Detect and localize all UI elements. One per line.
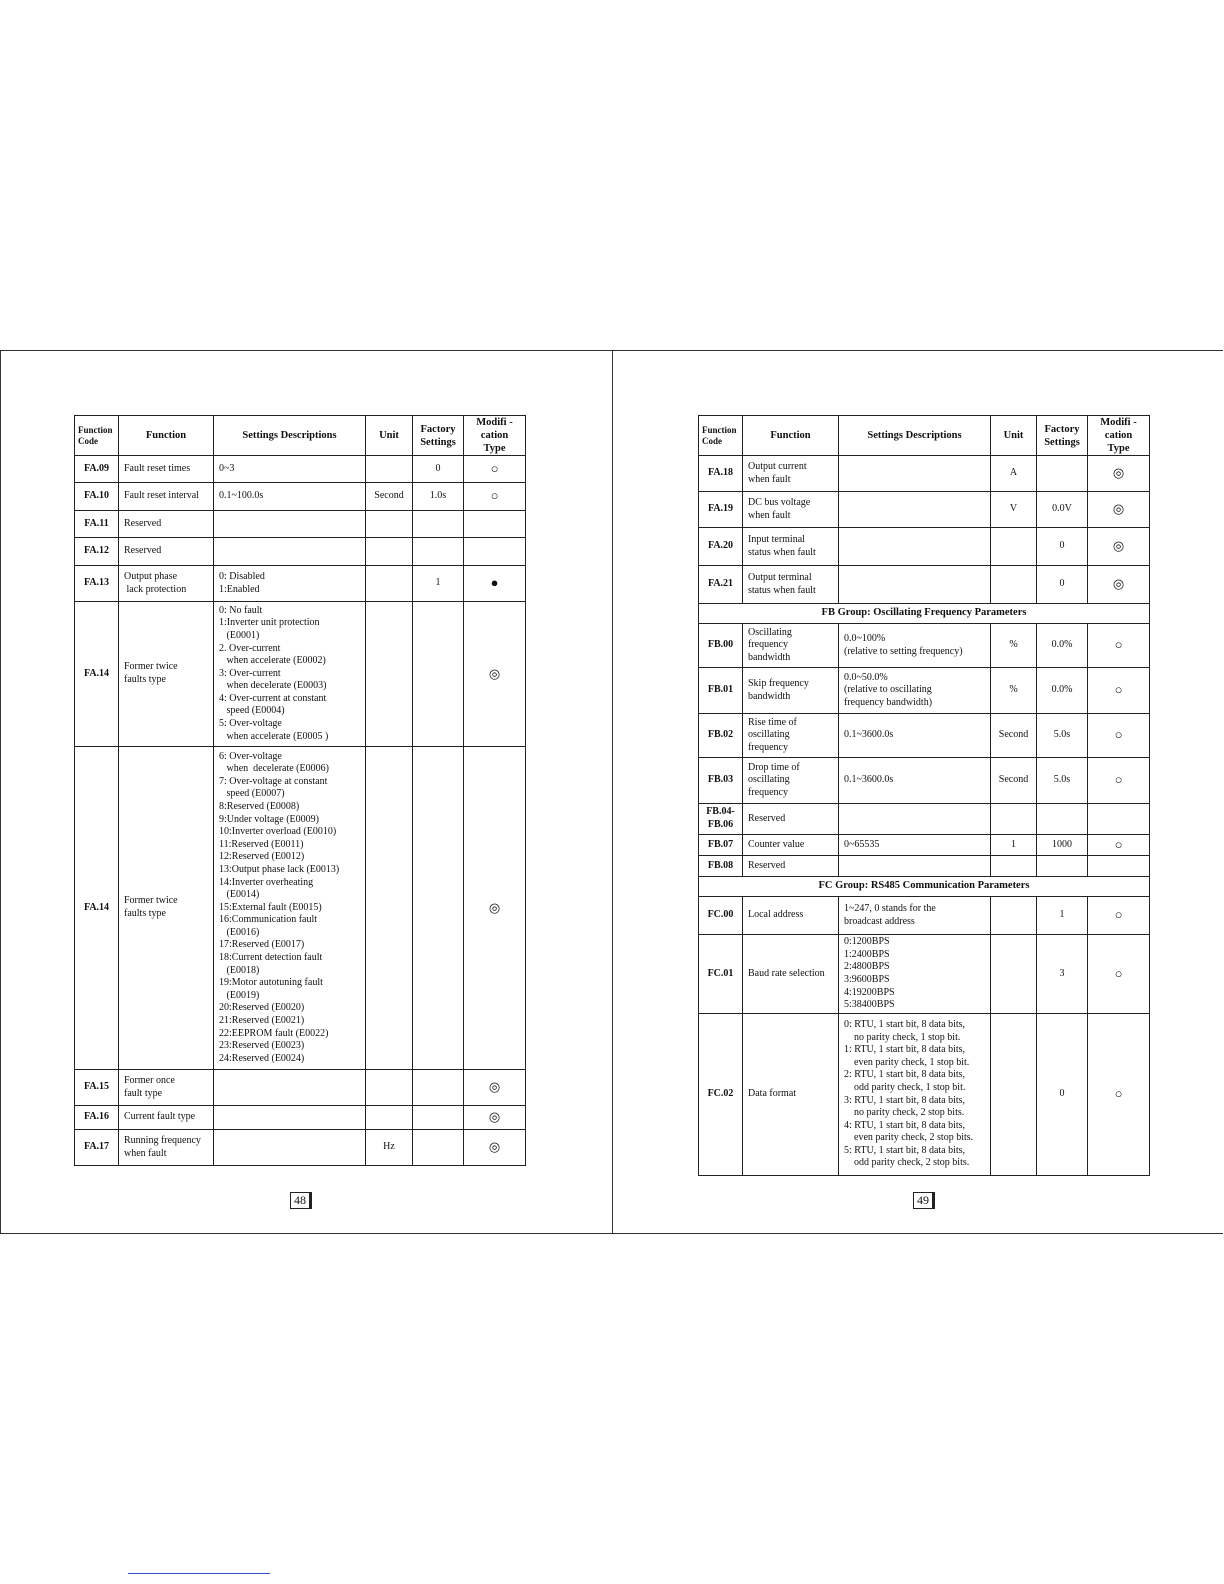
param-function: Input terminal status when fault [743, 528, 839, 566]
param-modification-type: ◎ [464, 1130, 526, 1166]
param-function: Oscillating frequency bandwidth [743, 624, 839, 668]
param-unit [991, 804, 1037, 835]
table-row [699, 897, 1150, 935]
param-unit: Second [991, 758, 1037, 804]
table-row [699, 456, 1150, 492]
param-function: Drop time of oscillating frequency [743, 758, 839, 804]
param-settings: 0: RTU, 1 start bit, 8 data bits, no parity check, 1 stop bit. 1: RTU, 1 start bit, 8 data bits, even parity check, 1 stop bit. 2: RTU, 1 start bit, 8 data bits, odd parity check, 1 stop bit. 3: RTU, 1 start bit, 8 data bits, no parity check, 2 stop bits. 4: RTU, 1 start bit, 8 data bits, even parity check, 2 stop bits. 5: RTU, 1 start bit, 8 data bits, odd parity check, 2 stop bits. [839, 1014, 991, 1176]
param-code: FB.01 [699, 668, 743, 714]
param-function: Reserved [743, 804, 839, 835]
header-unit: Unit [991, 416, 1037, 456]
param-modification-type [464, 538, 526, 566]
param-code: FB.02 [699, 714, 743, 758]
header-modification: Modifi - cation Type [464, 416, 526, 456]
param-factory [413, 511, 464, 538]
param-code: FC.02 [699, 1014, 743, 1176]
param-unit: Hz [366, 1130, 413, 1166]
param-settings [839, 566, 991, 604]
param-code: FB.03 [699, 758, 743, 804]
param-settings: 0.0~100% (relative to setting frequency) [839, 624, 991, 668]
param-modification-type: ○ [464, 456, 526, 483]
param-unit [366, 1070, 413, 1106]
param-settings: 0.1~3600.0s [839, 714, 991, 758]
param-function: Reserved [743, 856, 839, 877]
param-factory [413, 538, 464, 566]
param-modification-type: ◎ [1088, 456, 1150, 492]
param-unit: Second [991, 714, 1037, 758]
table-row [699, 714, 1150, 758]
table-row [699, 1014, 1150, 1176]
param-function: Skip frequency bandwidth [743, 668, 839, 714]
param-settings [214, 1070, 366, 1106]
fc-group-title: FC Group: RS485 Communication Parameters [699, 877, 1150, 897]
param-function: Current fault type [119, 1106, 214, 1130]
param-factory: 0.0% [1037, 668, 1088, 714]
header-factory: Factory Settings [1037, 416, 1088, 456]
param-modification-type: ○ [1088, 897, 1150, 935]
left-parameter-table [74, 415, 526, 1166]
fb-group-title: FB Group: Oscillating Frequency Parameters [699, 604, 1150, 624]
table-row [699, 835, 1150, 856]
param-code: FA.15 [75, 1070, 119, 1106]
page-divider [612, 350, 613, 1234]
param-code: FA.14 [75, 747, 119, 1070]
param-function: Counter value [743, 835, 839, 856]
param-function: Reserved [119, 538, 214, 566]
table-row [699, 624, 1150, 668]
param-modification-type: ◎ [1088, 566, 1150, 604]
param-settings: 0: No fault 1:Inverter unit protection (E0001) 2. Over-current when accelerate (E0002) 3: Over-current when decelerate (E0003) 4: Over-current at constant speed (E0004) 5: Over-voltage when accelerate (E0005 ) [214, 602, 366, 747]
param-factory: 0 [1037, 566, 1088, 604]
table-row [699, 668, 1150, 714]
param-unit [366, 602, 413, 747]
param-code: FA.12 [75, 538, 119, 566]
param-code: FB.04- FB.06 [699, 804, 743, 835]
param-function: Reserved [119, 511, 214, 538]
param-settings: 0.1~100.0s [214, 483, 366, 511]
param-function: Fault reset times [119, 456, 214, 483]
table-row [75, 1130, 526, 1166]
param-function: Baud rate selection [743, 935, 839, 1014]
param-settings [839, 492, 991, 528]
table-row [75, 511, 526, 538]
param-modification-type: ○ [1088, 624, 1150, 668]
param-code: FB.08 [699, 856, 743, 877]
header-factory: Factory Settings [413, 416, 464, 456]
param-unit [366, 747, 413, 1070]
param-modification-type: ◎ [464, 747, 526, 1070]
table-header-row [75, 416, 526, 456]
table-row [75, 747, 526, 1070]
param-factory: 0 [1037, 1014, 1088, 1176]
param-factory: 5.0s [1037, 714, 1088, 758]
header-modification: Modifi - cation Type [1088, 416, 1150, 456]
param-factory: 5.0s [1037, 758, 1088, 804]
param-code: FC.01 [699, 935, 743, 1014]
param-function: DC bus voltage when fault [743, 492, 839, 528]
param-factory [1037, 804, 1088, 835]
param-factory [413, 1070, 464, 1106]
table-row [699, 492, 1150, 528]
header-settings: Settings Descriptions [214, 416, 366, 456]
param-settings [839, 804, 991, 835]
param-modification-type: ◎ [464, 602, 526, 747]
param-modification-type: ○ [1088, 714, 1150, 758]
param-function: Rise time of oscillating frequency [743, 714, 839, 758]
param-factory [413, 1130, 464, 1166]
param-modification-type: ◎ [1088, 492, 1150, 528]
table-header-row [699, 416, 1150, 456]
param-modification-type: ○ [1088, 935, 1150, 1014]
param-unit [366, 538, 413, 566]
table-row [75, 483, 526, 511]
right-parameter-table [698, 415, 1150, 1176]
param-function: Local address [743, 897, 839, 935]
param-settings: 6: Over-voltage when decelerate (E0006) 7: Over-voltage at constant speed (E0007) 8:Reserved (E0008) 9:Under voltage (E0009) 10:Inverter overload (E0010) 11:Reserved (E0011) 12:Reserved (E0012) 13:Output phase lack (E0013) 14:Inverter overheating (E0014) 15:External fault (E0015) 16:Communication fault (E0016) 17:Reserved (E0017) 18:Current detection fault (E0018) 19:Motor autotuning fault (E0019) 20:Reserved (E0020) 21:Reserved (E0021) 22:EEPROM fault (E0022) 23:Reserved (E0023) 24:Reserved (E0024) [214, 747, 366, 1070]
table-row [699, 935, 1150, 1014]
param-unit [366, 1106, 413, 1130]
param-code: FB.00 [699, 624, 743, 668]
section-row [699, 604, 1150, 624]
table-row [75, 456, 526, 483]
param-code: FA.16 [75, 1106, 119, 1130]
header-function: Function [743, 416, 839, 456]
param-code: FA.13 [75, 566, 119, 602]
param-settings [214, 511, 366, 538]
param-function: Output terminal status when fault [743, 566, 839, 604]
param-factory [413, 602, 464, 747]
param-unit [991, 566, 1037, 604]
param-modification-type: ○ [1088, 668, 1150, 714]
param-unit: A [991, 456, 1037, 492]
param-modification-type: ○ [1088, 835, 1150, 856]
param-modification-type: ◎ [464, 1106, 526, 1130]
param-code: FA.18 [699, 456, 743, 492]
param-unit: % [991, 624, 1037, 668]
header-settings: Settings Descriptions [839, 416, 991, 456]
param-function: Output current when fault [743, 456, 839, 492]
table-row [75, 566, 526, 602]
param-factory [413, 1106, 464, 1130]
param-factory: 0 [1037, 528, 1088, 566]
param-unit [366, 511, 413, 538]
param-code: FA.20 [699, 528, 743, 566]
param-unit: Second [366, 483, 413, 511]
table-row [699, 758, 1150, 804]
param-unit: % [991, 668, 1037, 714]
param-settings: 0.1~3600.0s [839, 758, 991, 804]
header-code: Function Code [699, 416, 743, 456]
table-row [75, 538, 526, 566]
param-code: FC.00 [699, 897, 743, 935]
param-function: Former once fault type [119, 1070, 214, 1106]
param-code: FA.17 [75, 1130, 119, 1166]
param-modification-type: ○ [1088, 758, 1150, 804]
header-function: Function [119, 416, 214, 456]
table-row [75, 1106, 526, 1130]
header-code: Function Code [75, 416, 119, 456]
param-function: Fault reset interval [119, 483, 214, 511]
param-modification-type [464, 511, 526, 538]
param-modification-type [1088, 804, 1150, 835]
table-row [75, 1070, 526, 1106]
param-settings: 0~65535 [839, 835, 991, 856]
param-unit [991, 935, 1037, 1014]
param-factory [1037, 456, 1088, 492]
header-unit: Unit [366, 416, 413, 456]
param-function: Output phase lack protection [119, 566, 214, 602]
param-factory: 1000 [1037, 835, 1088, 856]
param-factory: 1 [413, 566, 464, 602]
param-code: FA.09 [75, 456, 119, 483]
param-modification-type: ○ [1088, 1014, 1150, 1176]
param-factory [1037, 856, 1088, 877]
param-function: Running frequency when fault [119, 1130, 214, 1166]
param-unit: 1 [991, 835, 1037, 856]
param-code: FB.07 [699, 835, 743, 856]
param-factory: 0 [413, 456, 464, 483]
param-settings [839, 528, 991, 566]
table-row [699, 856, 1150, 877]
param-factory: 1 [1037, 897, 1088, 935]
param-modification-type: ◎ [464, 1070, 526, 1106]
param-settings: 0: Disabled 1:Enabled [214, 566, 366, 602]
param-unit [991, 528, 1037, 566]
param-unit [991, 1014, 1037, 1176]
param-factory: 3 [1037, 935, 1088, 1014]
param-factory: 0.0V [1037, 492, 1088, 528]
param-unit: V [991, 492, 1037, 528]
param-settings: 1~247, 0 stands for the broadcast address [839, 897, 991, 935]
param-function: Former twice faults type [119, 747, 214, 1070]
table-row [699, 804, 1150, 835]
table-row [699, 566, 1150, 604]
param-modification-type: ○ [464, 483, 526, 511]
page-number-left: 48 [290, 1192, 312, 1209]
param-modification-type: ◎ [1088, 528, 1150, 566]
param-settings [214, 1130, 366, 1166]
param-factory [413, 747, 464, 1070]
param-unit [366, 566, 413, 602]
param-factory: 0.0% [1037, 624, 1088, 668]
page-number-right: 49 [913, 1192, 935, 1209]
param-settings: 0.0~50.0% (relative to oscillating frequency bandwidth) [839, 668, 991, 714]
param-modification-type: ● [464, 566, 526, 602]
param-settings [839, 856, 991, 877]
param-settings [214, 538, 366, 566]
param-unit [991, 856, 1037, 877]
param-settings [214, 1106, 366, 1130]
param-code: FA.11 [75, 511, 119, 538]
param-function: Former twice faults type [119, 602, 214, 747]
param-unit [366, 456, 413, 483]
param-settings [839, 456, 991, 492]
param-code: FA.14 [75, 602, 119, 747]
param-settings: 0:1200BPS 1:2400BPS 2:4800BPS 3:9600BPS 4:19200BPS 5:38400BPS [839, 935, 991, 1014]
param-modification-type [1088, 856, 1150, 877]
hyperlink-underline [128, 1573, 270, 1574]
param-factory: 1.0s [413, 483, 464, 511]
param-unit [991, 897, 1037, 935]
param-code: FA.21 [699, 566, 743, 604]
param-function: Data format [743, 1014, 839, 1176]
param-code: FA.19 [699, 492, 743, 528]
section-row [699, 877, 1150, 897]
table-row [75, 602, 526, 747]
table-row [699, 528, 1150, 566]
param-code: FA.10 [75, 483, 119, 511]
param-settings: 0~3 [214, 456, 366, 483]
